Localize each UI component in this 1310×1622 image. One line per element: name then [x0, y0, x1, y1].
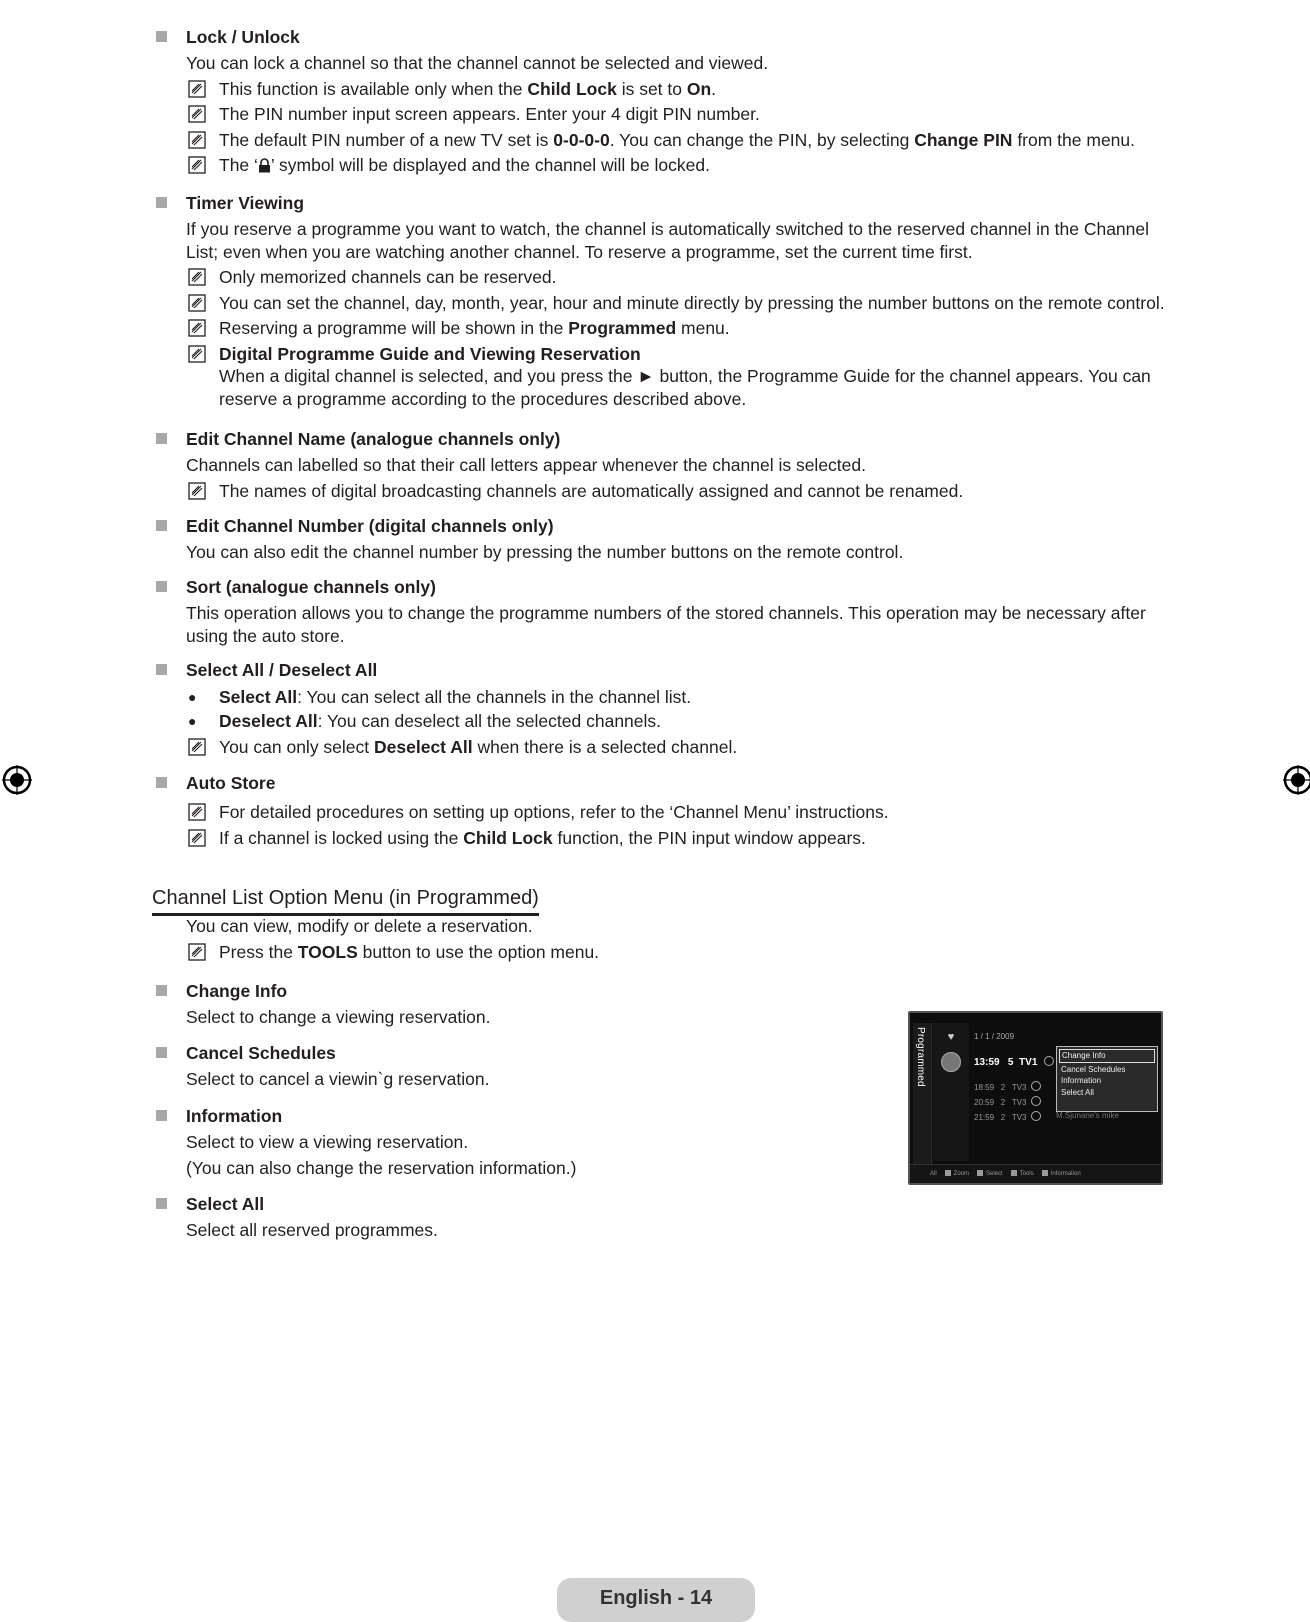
tv-menu-item[interactable]: Information: [1061, 1076, 1102, 1085]
intro-note-text: Press the TOOLS button to use the option menu.: [219, 941, 600, 962]
bullet-item: ● Deselect All: You can deselect all the selected channels.: [188, 711, 662, 731]
note-item: Only memorized channels can be reserved.: [186, 266, 1170, 289]
note-item: The names of digital broadcasting channels are automatically assigned and cannot be renamed.: [186, 480, 1170, 503]
square-bullet-icon: [156, 31, 167, 42]
tv-selected-row: 13:59 5 TV1: [974, 1056, 1054, 1068]
option-text: Select all reserved programmes.: [186, 1220, 438, 1240]
section: [150, 772, 1170, 849]
clock-icon: [1031, 1081, 1041, 1091]
note-item: The default PIN number of a new TV set is 0-0-0-0. You can change the PIN, by selecting Change PIN from the menu.: [186, 129, 1170, 152]
note-icon: [188, 482, 206, 500]
page-number: English - 14: [557, 1578, 755, 1622]
bullet-item: ● Select All: You can select all the channels in the channel list.: [188, 687, 692, 707]
section-text: If you reserve a programme you want to watch, the channel is automatically switched to the reserved channel in the Channel List; even when you are watching another channel. To reserve a programme, set the current time first.: [186, 219, 1150, 262]
note-icon: [188, 319, 206, 337]
note-icon: [188, 156, 206, 174]
square-bullet-icon: [156, 985, 167, 996]
square-bullet-icon: [156, 581, 167, 592]
option-text: Select to view a viewing reservation.: [186, 1132, 469, 1152]
note-item: You can set the channel, day, month, year, hour and minute directly by pressing the number buttons on the remote control.: [186, 292, 1170, 315]
footer-button-icon: [977, 1170, 983, 1176]
note-item: If a channel is locked using the Child Lock function, the PIN input window appears.: [186, 827, 1170, 850]
note-item: Digital Programme Guide and Viewing Reservation When a digital channel is selected, and you press the ► button, the Programme Guide for the channel appears. You can reserve a programme according to the procedures described above.: [186, 343, 1170, 411]
tv-footer-item: Select: [986, 1171, 1003, 1177]
note-item: The ‘ ’ symbol will be displayed and the channel will be locked.: [186, 154, 1170, 177]
section-text: You can also edit the channel number by pressing the number buttons on the remote control.: [186, 542, 904, 562]
tv-programmed-screenshot: [908, 1011, 1163, 1185]
bullet-dot-icon: ●: [188, 713, 197, 729]
square-bullet-icon: [156, 433, 167, 444]
tv-menu-item[interactable]: Select All: [1061, 1087, 1094, 1097]
square-bullet-icon: [156, 197, 167, 208]
intro-text: You can view, modify or delete a reservation.: [186, 916, 533, 936]
note-item: This function is available only when the Child Lock is set to On.: [186, 78, 1170, 101]
section-text: This operation allows you to change the programme numbers of the stored channels. This operation may be necessary after using the auto store.: [186, 603, 1146, 646]
tv-option-menu: [1056, 1046, 1158, 1112]
note-icon: [188, 803, 206, 821]
section-title: Timer Viewing: [186, 193, 305, 213]
clock-icon: [1044, 1056, 1054, 1066]
footer-button-icon: [1011, 1170, 1017, 1176]
section: [150, 659, 1170, 759]
square-bullet-icon: [156, 664, 167, 675]
section-title: Lock / Unlock: [186, 27, 300, 47]
section: [150, 428, 1170, 502]
globe-icon: [941, 1052, 961, 1072]
tv-partial-text: M.Sjunane's mike: [1056, 1111, 1119, 1120]
note-item: The PIN number input screen appears. Enter your 4 digit PIN number.: [186, 103, 1170, 126]
section-text: Channels can labelled so that their call letters appear whenever the channel is selected.: [186, 455, 866, 475]
note-icon: [188, 268, 206, 286]
square-bullet-icon: [156, 1110, 167, 1121]
section-title: Edit Channel Name (analogue channels only): [186, 429, 561, 449]
section-heading: Channel List Option Menu (in Programmed): [152, 885, 539, 916]
tv-footer-item: Information: [1050, 1171, 1081, 1177]
section: [150, 515, 1170, 566]
tv-footer-item: All: [930, 1171, 937, 1177]
section-title: Select All / Deselect All: [186, 660, 378, 680]
section-title: Auto Store: [186, 773, 276, 793]
option-title: Information: [186, 1106, 283, 1126]
section-title: Sort (analogue channels only): [186, 577, 436, 597]
option-title: Select All: [186, 1194, 265, 1214]
tv-menu-item[interactable]: Cancel Schedules: [1061, 1064, 1126, 1074]
option-title: Cancel Schedules: [186, 1043, 336, 1063]
clock-icon: [1031, 1111, 1041, 1121]
note-icon: [188, 80, 206, 98]
tv-side-tab: Programmed: [913, 1023, 932, 1171]
note-item: Reserving a programme will be shown in the Programmed menu.: [186, 317, 1170, 340]
intro-block: [150, 915, 1170, 963]
option-text: Select to cancel a viewin`g reservation.: [186, 1069, 490, 1089]
section: [150, 576, 1170, 649]
bullet-dot-icon: ●: [188, 689, 197, 705]
option-section: [150, 1105, 850, 1182]
option-section: [150, 1042, 850, 1094]
note-icon: [188, 294, 206, 312]
tv-footer-item: Zoom: [953, 1171, 970, 1177]
favourite-icon: ♥: [947, 1031, 955, 1043]
option-text: (You can also change the reservation information.): [186, 1157, 577, 1178]
tv-footer-item: Tools: [1019, 1171, 1034, 1177]
section-title: Edit Channel Number (digital channels only): [186, 516, 554, 536]
note-icon: [188, 105, 206, 123]
tv-list-row: 20:59 2 TV3: [974, 1096, 1041, 1107]
option-section: [150, 980, 850, 1032]
note-icon: [188, 829, 206, 847]
tv-date: 1 / 1 / 2009: [974, 1032, 1015, 1041]
square-bullet-icon: [156, 1047, 167, 1058]
section: [150, 192, 1170, 410]
note-icon: [188, 738, 206, 756]
option-text: Select to change a viewing reservation.: [186, 1007, 491, 1027]
note-icon: [188, 131, 206, 149]
section-text: You can lock a channel so that the channel cannot be selected and viewed.: [186, 53, 769, 73]
square-bullet-icon: [156, 777, 167, 788]
intro-note: [186, 941, 1170, 964]
footer-button-icon: [945, 1170, 951, 1176]
note-item: You can only select Deselect All when there is a selected channel.: [186, 736, 1170, 759]
tv-list-row: 21:59 2 TV3: [974, 1111, 1041, 1122]
clock-icon: [1031, 1096, 1041, 1106]
note-item: For detailed procedures on setting up options, refer to the ‘Channel Menu’ instructions.: [186, 801, 1170, 824]
square-bullet-icon: [156, 1198, 167, 1209]
lock-icon: [258, 158, 271, 173]
tv-list-row: 18:59 2 TV3: [974, 1081, 1041, 1092]
tv-menu-item[interactable]: Change Info: [1059, 1049, 1155, 1063]
footer-button-icon: [1042, 1170, 1048, 1176]
registration-mark-icon: [2, 765, 32, 795]
registration-mark-icon: [1283, 765, 1310, 795]
square-bullet-icon: [156, 520, 167, 531]
option-section: [150, 1193, 850, 1245]
option-title: Change Info: [186, 981, 288, 1001]
tv-footer: [910, 1164, 1161, 1183]
section: [150, 26, 1170, 177]
note-icon: [188, 943, 206, 961]
note-icon: [188, 345, 206, 363]
